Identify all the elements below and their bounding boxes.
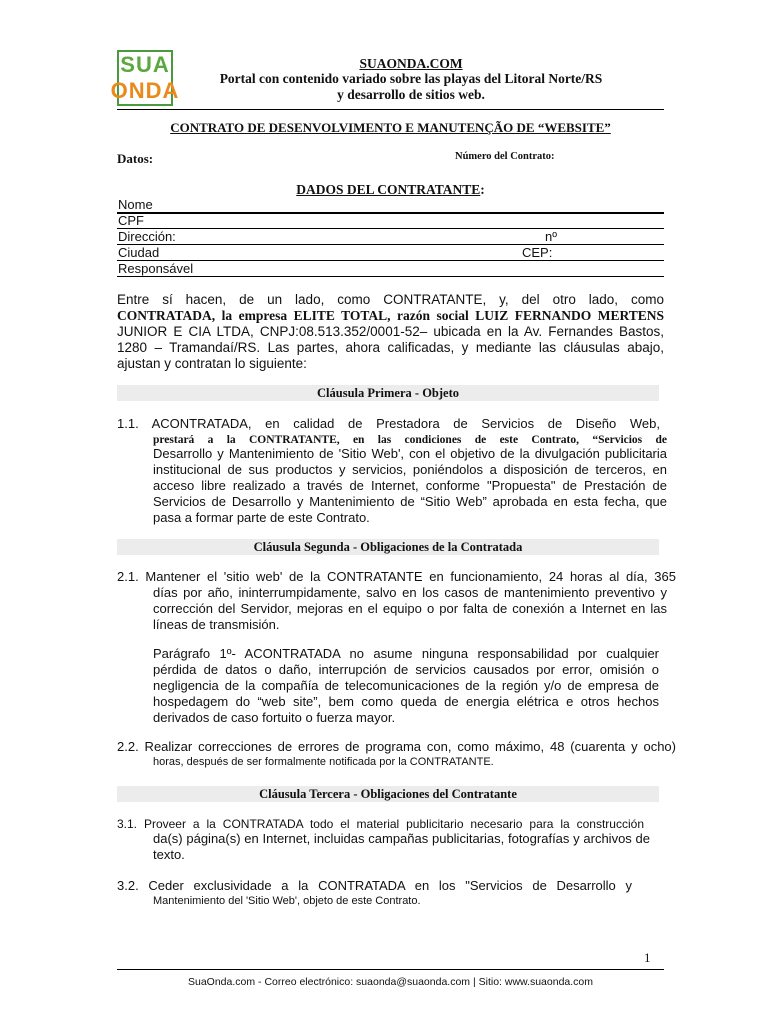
- page-number: 1: [644, 950, 651, 965]
- clausula-3-item-1-body: da(s) página(s) en Internet, incluidas campañas publicitarias, fotografías y archivos de texto.: [153, 831, 650, 862]
- clausula-3-title: Cláusula Tercera - Obligaciones del Contratante: [117, 786, 659, 802]
- section-title-colon: :: [480, 182, 485, 197]
- datos-label: Datos:: [117, 151, 154, 166]
- header-site: SUAONDA.COM: [359, 56, 463, 71]
- header-divider: [117, 109, 664, 110]
- field-cep: CEP:: [522, 245, 553, 260]
- section-title-text: DADOS DEL CONTRATANTE: [296, 182, 481, 197]
- header-line-1: Portal con contenido variado sobre las playas del Litoral Norte/RS: [219, 71, 603, 86]
- field-cpf: CPF: [118, 213, 144, 228]
- field-ciudad-line: [117, 260, 664, 261]
- contract-title: CONTRATO DE DESENVOLVIMENTO E MANUTENÇÃO DE “WEBSITE”: [170, 120, 611, 135]
- intro-rest: JUNIOR E CIA LTDA, CNPJ:08.513.352/0001-52– ubicada en la Av. Fernandes Bastos, 1280 – Tramandaí/RS. Las partes, ahora calificadas, y mediante las cláusulas abajo, ajustan y contratan lo siguiente:: [117, 324, 664, 371]
- clausula-3-item-1-head: 3.1. Proveer a la CONTRATADA todo el material publicitario necesario para la construcción: [117, 817, 644, 831]
- field-numero: nº: [545, 229, 557, 244]
- clausula-2-title: Cláusula Segunda - Obligaciones de la Contratada: [117, 539, 659, 555]
- clausula-2-item-2-head: 2.2. Realizar correcciones de errores de programa con, como máximo, 48 (cuarenta y ocho): [117, 739, 676, 754]
- clausula-1-item-1-bold: prestará a la CONTRATANTE, en las condiciones de este Contrato, “Servicios de: [153, 434, 667, 446]
- section-title: [117, 182, 664, 198]
- clausula-3-item-2-body: Mantenimiento del 'Sitio Web', objeto de este Contrato.: [153, 895, 421, 907]
- clausula-2-item-2-body: horas, después de ser formalmente notificada por la CONTRATANTE.: [153, 756, 494, 768]
- footer-divider: [117, 969, 664, 970]
- suaonda-logo: [110, 50, 180, 106]
- field-nome-line: [117, 212, 664, 214]
- field-cpf-line: [117, 228, 664, 229]
- intro-line-1: Entre sí hacen, de un lado, como CONTRATANTE, y, del otro lado, como: [117, 292, 664, 307]
- header-line-2: y desarrollo de sitios web.: [337, 87, 485, 102]
- field-direccion-line: [117, 244, 664, 245]
- field-responsavel: Responsável: [118, 261, 194, 276]
- intro-line-2-bold: CONTRATADA, la empresa ELITE TOTAL, razón social LUIZ FERNANDO MERTENS: [117, 308, 664, 323]
- field-ciudad: Ciudad: [118, 245, 160, 260]
- field-responsavel-line: [117, 276, 664, 277]
- field-nome: Nome: [118, 197, 153, 212]
- clausula-1-item-1-body: Desarrollo y Mantenimiento de 'Sitio Web', con el objetivo de la divulgación publicitaria institucional de sus productos y servicios, poniéndolos a disposición de terceros, en acceso libre realizado a través de Internet, conforme "Propuesta" de Prestación de Servicios de Desarrollo y Mantenimiento de “Sitio Web” aprobada en esta fecha, que pasa a formar parte de este Contrato.: [153, 446, 667, 525]
- clausula-2-item-1-body: días por año, ininterrumpidamente, salvo en los casos de mantenimiento preventivo y corrección del Servidor, mejoras en el equipo o por falta de conexión a Internet en las líneas de transmisión.: [153, 585, 667, 632]
- contract-number-label: Número del Contrato:: [455, 151, 555, 162]
- clausula-2-item-1-head: 2.1. Mantener el 'sitio web' de la CONTRATANTE en funcionamiento, 24 horas al día, 365: [117, 569, 676, 584]
- clausula-1-item-1-head: 1.1. ACONTRATADA, en calidad de Prestadora de Servicios de Diseño Web,: [117, 416, 660, 431]
- field-direccion: Dirección:: [118, 229, 176, 244]
- clausula-2-paragrafo: Parágrafo 1º- ACONTRATADA no asume ninguna responsabilidad por cualquier pérdida de datos o daño, interrupción de servicios causados por error, omisión o negligencia de la compañía de telecomunicaciones de la región y/o de empresa de hospedagem do “web site”, bem como queda de energia elétrica e otros hechos derivados de caso fortuito o fuerza mayor.: [153, 646, 659, 725]
- logo-line-1: SUA: [120, 52, 170, 77]
- clausula-1-title: Cláusula Primera - Objeto: [117, 385, 659, 401]
- clausula-3-item-2-head: 3.2. Ceder exclusividade a la CONTRATADA en los "Servicios de Desarrollo y: [117, 878, 632, 893]
- footer-text: SuaOnda.com - Correo electrónico: suaonda@suaonda.com | Sitio: www.suaonda.com: [187, 976, 593, 988]
- logo-line-2: ONDA: [110, 78, 180, 103]
